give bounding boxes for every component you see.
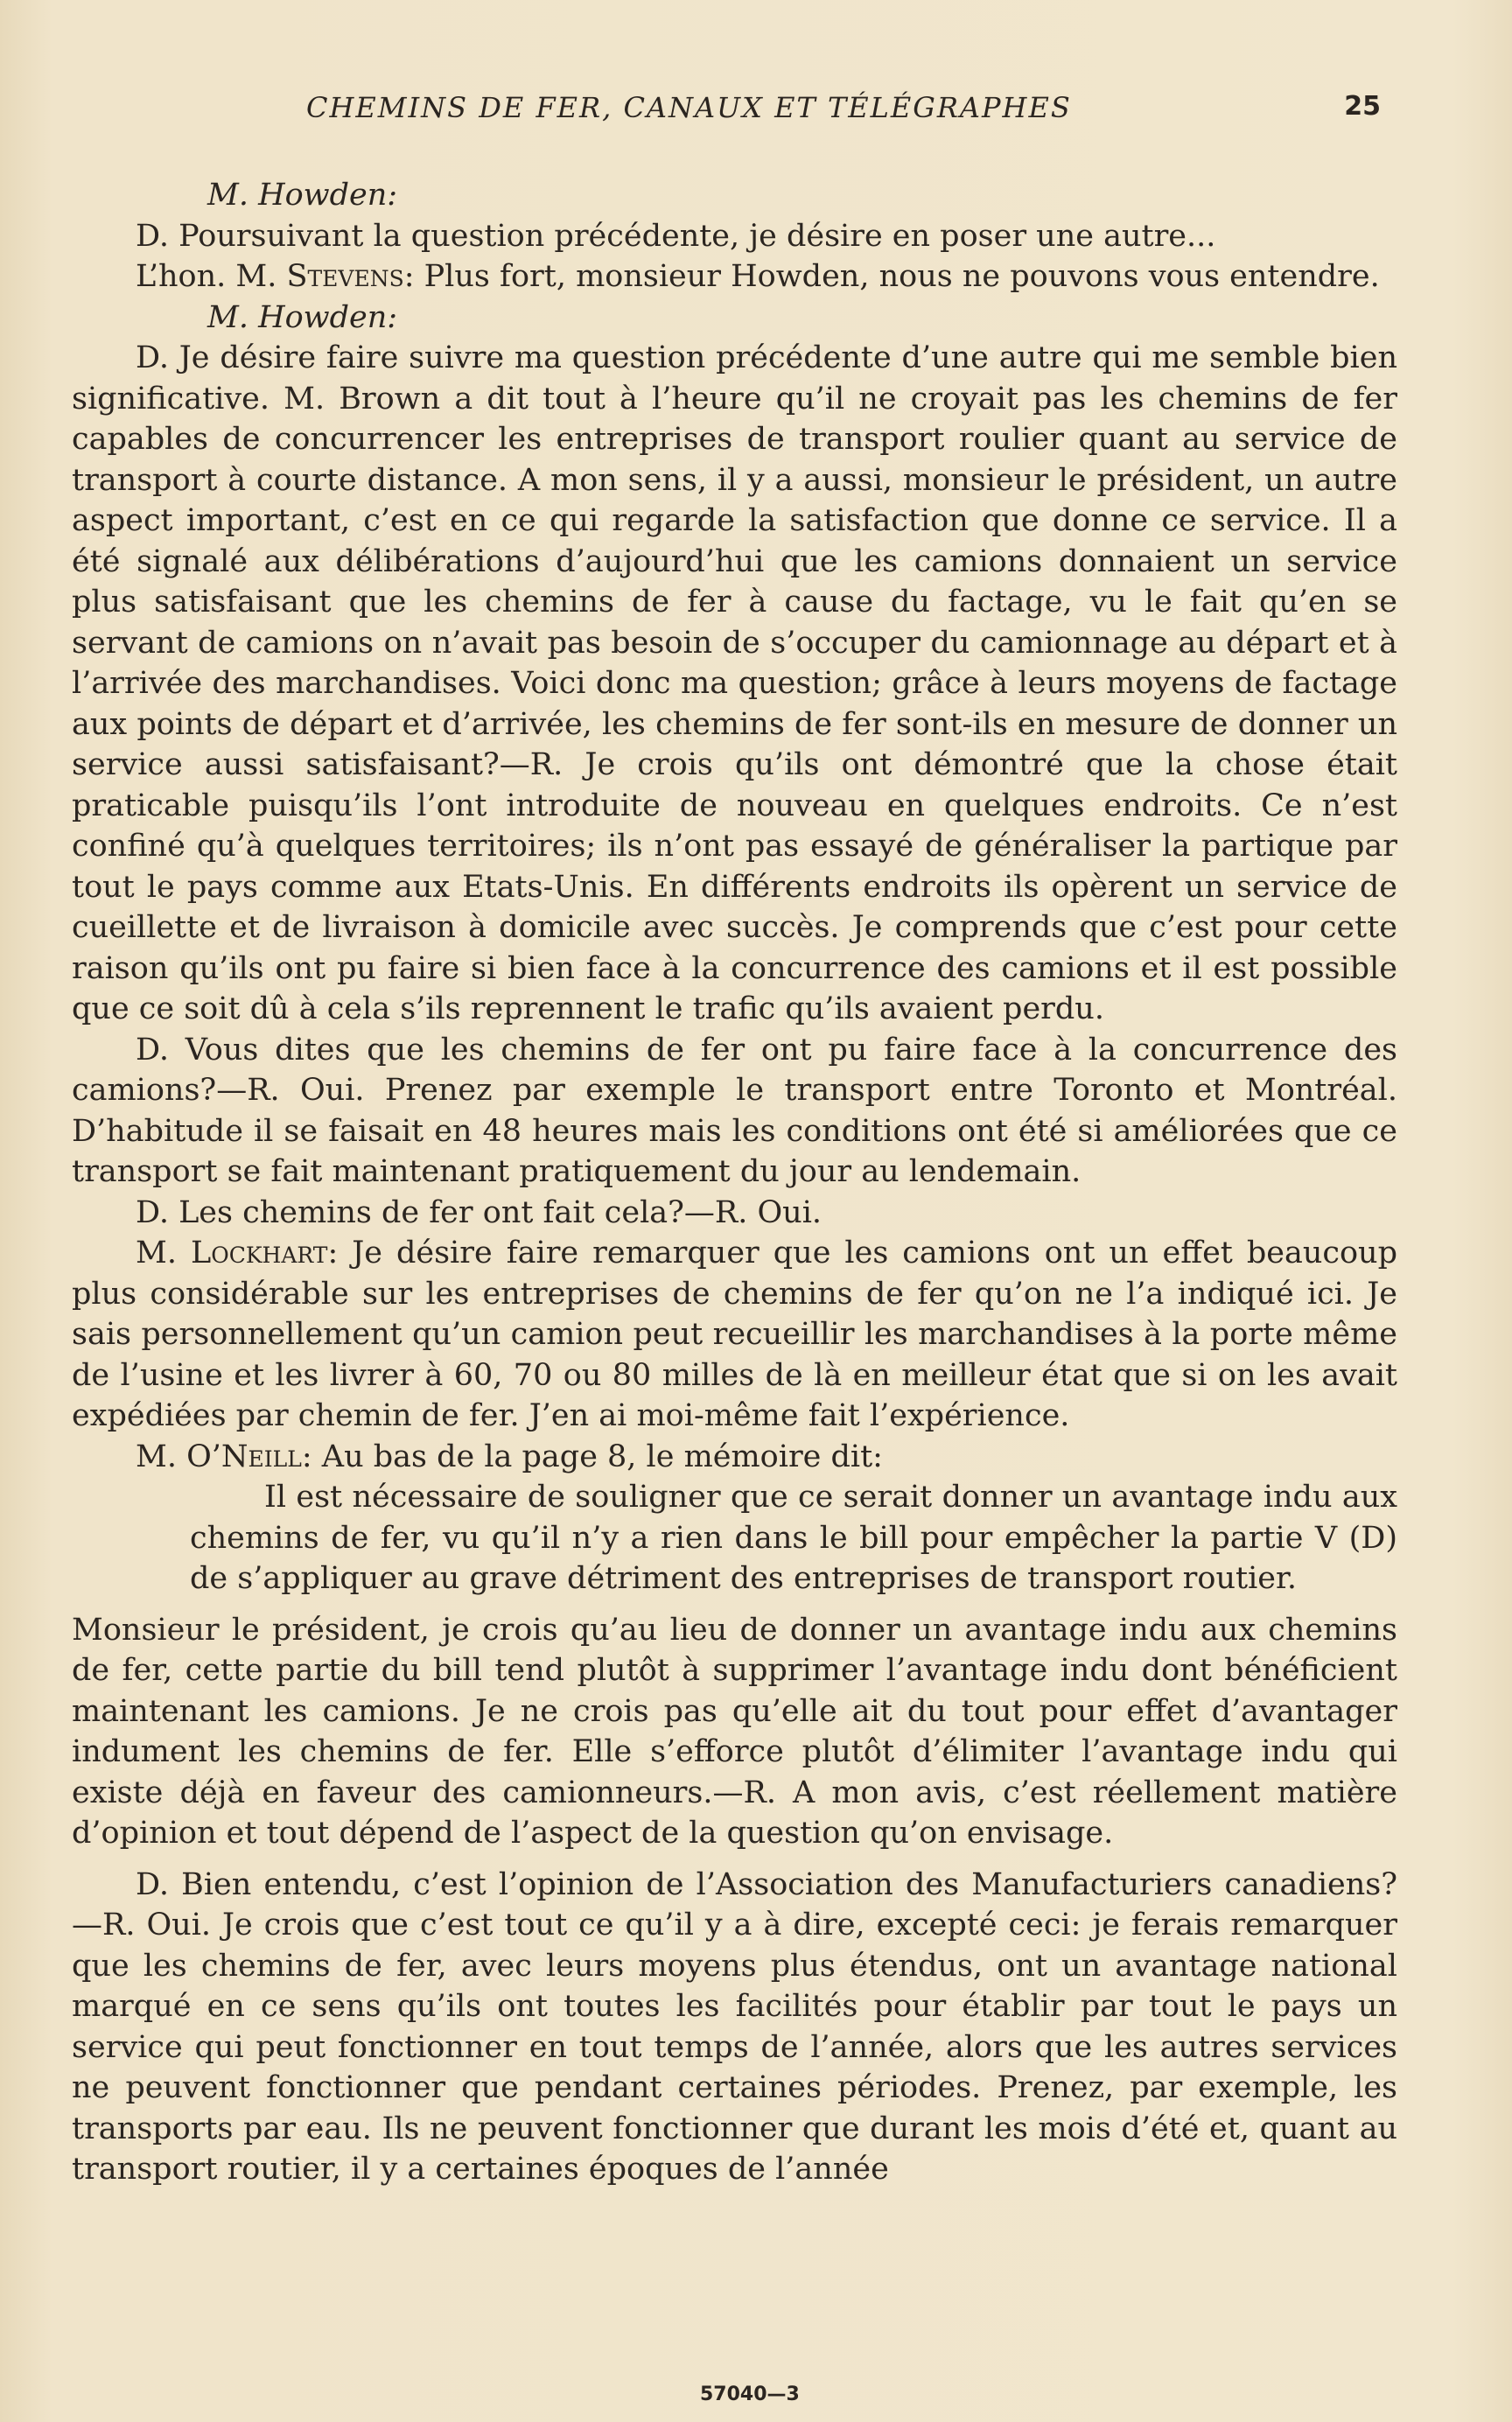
paragraph: D. Les chemins de fer ont fait cela?—R. Oui. (136, 1194, 822, 1230)
paragraph (72, 1233, 1397, 1437)
document-body (72, 175, 1397, 2190)
signature-mark: 57040—3 (700, 2384, 800, 2405)
speaker-heading: M. Howden: (207, 299, 398, 335)
paragraph: Monsieur le président, je crois qu’au lieu de donner un avantage indu aux chemins de fer, cette partie du bill tend plutôt à supprimer l’avantage indu dont bénéficient maintenant les camions. Je ne crois pas qu’elle ait du tout pour effet d’avantager indument les chemins de fer. Elle s’efforce plutôt d’élimiter l’avantage indu qui existe déjà en faveur des camionneurs.—R. A mon avis, c’est réellement matière d’opinion et tout dépend de l’aspect de la question qu’on envisage. (72, 1612, 1397, 1851)
paragraph: D. Poursuivant la question précédente, je désire en poser une autre... (136, 218, 1216, 254)
block-quote: Il est nécessaire de souligner que ce serait donner un avantage indu aux chemins de fer, vu qu’il n’y a rien dans le bill pour empêcher la partie V (D) de s’appliquer au grave détriment des entreprises de transport routier. (190, 1480, 1397, 1596)
paragraph: D. Vous dites que les chemins de fer ont pu faire face à la concurrence des camions?—R. Oui. Prenez par exemple le transport entre Toronto et Montréal. D’habitude il se faisait en 48 heures mais les conditions ont été si améliorées que ce transport se fait maintenant pratiquement du jour au lendemain. (72, 1032, 1397, 1189)
paragraph-text: : Je désire faire remarquer que les camions ont un effet beaucoup plus considérable sur les entreprises de chemins de fer qu’on ne l’a indiqué ici. Je sais personnellement qu’un camion peut recueillir les marchandises à la porte même de l’usine et les livrer à 60, 70 ou 80 milles de là en meilleur état que si on les avait expédiées par chemin de fer. J’en ai moi-même fait l’expérience. (72, 1236, 1397, 1433)
running-title: CHEMINS DE FER, CANAUX ET TÉLÉGRAPHES (306, 91, 1072, 124)
page-number: 25 (1344, 91, 1381, 122)
paragraph (72, 1437, 1397, 1478)
speaker-name: Stevens (286, 259, 404, 294)
speaker-prefix: M. (136, 1236, 191, 1270)
paragraph: D. Je désire faire suivre ma question précédente d’une autre qui me semble bien significative. M. Brown a dit tout à l’heure qu’il ne croyait pas les chemins de fer capables de concurrencer les entreprises de transport roulier quant au service de transport à courte distance. A mon sens, il y a aussi, monsieur le président, un autre aspect important, c’est en ce qui regarde la satisfaction que donne ce service. Il a été signalé aux délibérations d’aujourd’hui que les camions donnaient un service plus satisfaisant que les chemins de fer à cause du factage, vu le fait qu’en se servant de camions on n’avait pas besoin de s’occuper du camionnage au départ et à l’arrivée des marchandises. Voici donc ma question; grâce à leurs moyens de factage aux points de départ et d’arrivée, les chemins de fer sont-ils en mesure de donner un service aussi satisfaisant?—R. Je crois qu’ils ont démontré que la chose était praticable puisqu’ils l’ont introduite de nouveau en quelques endroits. Ce n’est confiné qu’à quelques territoires; ils n’ont pas essayé de généraliser la partique par tout le pays comme aux Etats-Unis. En différents endroits ils opèrent un service de cueillette et de livraison à domicile avec succès. Je comprends que c’est pour cette raison qu’ils ont pu faire si bien face à la concurrence des camions et il est possible que ce soit dû à cela s’ils reprennent le trafic qu’ils avaient perdu. (72, 340, 1397, 1026)
speaker-prefix: M. (136, 1438, 187, 1474)
paragraph-text: : Plus fort, monsieur Howden, nous ne pouvons vous entendre. (403, 259, 1380, 294)
paragraph: D. Bien entendu, c’est l’opinion de l’Association des Manufacturiers canadiens?—R. Oui. Je crois que c’est tout ce qu’il y a à dire, excepté ceci: je ferais remarquer que les chemins de fer, avec leurs moyens plus étendus, ont un avantage national marqué en ce sens qu’ils ont toutes les facilités pour établir par tout le pays un service qui peut fonctionner en tout temps de l’année, alors que les autres services ne peuvent fonctionner que pendant certaines périodes. Prenez, par exemple, les transports par eau. Ils ne peuvent fonctionner que durant les mois d’été et, quant au transport routier, il y a certaines époques de l’année (72, 1866, 1397, 2187)
paragraph (72, 256, 1397, 298)
paragraph-text: : Au bas de la page 8, le mémoire dit: (301, 1438, 883, 1474)
speaker-heading: M. Howden: (207, 178, 398, 213)
speaker-name: Lockhart (190, 1236, 328, 1270)
speaker-name: O’Neill (186, 1438, 302, 1474)
speaker-prefix: L’hon. M. (136, 259, 287, 294)
